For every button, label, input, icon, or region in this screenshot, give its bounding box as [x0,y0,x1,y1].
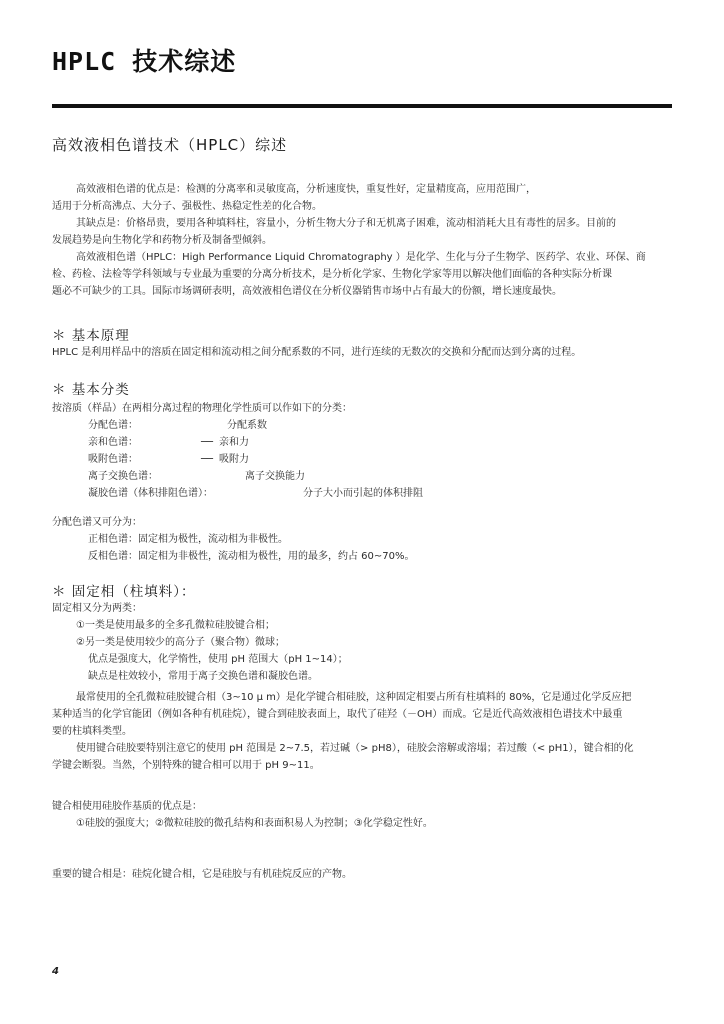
intro-line: 题必不可缺少的工具。国际市场调研表明，高效液相色谱仪在分析仪器销售市场中占有最大的份额，增长速度最快。 [52,286,562,297]
bonded-phase-paragraph [52,689,672,774]
classification-row [88,434,429,451]
classification-desc: 分子大小而引起的体积排阻 [303,488,423,499]
intro-line: 发展趋势是向生物化学和药物分析及制备型倾斜。 [52,235,272,246]
stationary-item: ②另一类是使用较少的高分子（聚合物）微球； [76,637,285,648]
intro-line: 适用于分析高沸点、大分子、强极性、热稳定性差的化合物。 [52,201,322,212]
article-subtitle: 高效液相色谱技术（HPLC）综述 [52,136,288,154]
principle-text: HPLC 是利用样品中的溶质在固定相和流动相之间分配系数的不同，进行连续的无数次的交换和分配而达到分离的过程。 [52,347,582,358]
stationary-intro: 固定相又分为两类： [52,603,142,614]
classification-desc: 离子交换能力 [245,471,305,482]
paragraph-line: 学键会断裂。当然，个别特殊的键合相可以用于 pH 9~11。 [52,760,320,771]
important-bonded-text: 重要的键合相是：硅烷化键合相，它是硅胶与有机硅烷反应的产物。 [52,869,352,880]
important-bonded-block [52,866,672,883]
classification-desc: 分配系数 [227,420,267,431]
page-number: 4 [52,966,59,977]
bonded-advantages-block [52,798,672,832]
classification-table [88,417,429,502]
classification-sep: ── [201,454,214,465]
classification-row [88,417,429,434]
paragraph-line: 某种适当的化学官能团（例如各种有机硅烷），键合到硅胶表面上，取代了硅羟（－OH）而成。它是近代高效液相色谱技术中最重 [52,709,623,720]
classification-row [88,468,429,485]
classification-desc: 亲和力 [219,437,249,448]
classification-sep [213,485,309,502]
stationary-item: 优点是强度大，化学惰性，使用 pH 范围大（pH 1~14）； [88,654,348,665]
classification-name: 凝胶色谱（体积排阻色谱）： [88,488,213,499]
intro-line: 高效液相色谱的优点是：检测的分离率和灵敏度高，分析速度快，重复性好，定量精度高，应用范围广， [76,184,536,195]
classification-name: 亲和色谱： [88,437,138,448]
paragraph-line: 要的柱填料类型。 [52,726,132,737]
partition-item: 正相色谱：固定相为极性，流动相为非极性。 [88,534,288,545]
page-title: HPLC 技术综述 [52,47,237,76]
bonded-advantages-points: ①硅胶的强度大；②微粒硅胶的微孔结构和表面积易人为控制；③化学稳定性好。 [76,818,433,829]
stationary-item: 缺点是柱效较小，常用于离子交换色谱和凝胶色谱。 [88,671,318,682]
partition-intro: 分配色谱又可分为： [52,517,142,528]
classification-row [88,485,429,502]
section-heading-classification: ＊ 基本分类 [52,382,130,398]
classification-intro: 按溶质（样品）在两相分离过程的物理化学性质可以作如下的分类： [52,403,352,414]
classification-desc: 吸附力 [219,454,249,465]
classification-name: 吸附色谱： [88,454,138,465]
stationary-phase-block [52,600,672,685]
paragraph-line: 最常使用的全孔微粒硅胶键合相（3~10 μ m）是化学键合相硅胶，这种固定相要占所有柱填料的 80%，它是通过化学反应把 [76,692,632,703]
paragraph-line: 使用键合硅胶要特别注意它的使用 pH 范围是 2~7.5，若过碱（> pH8），硅胶会溶解或溶塌；若过酸（< pH1），键合相的化 [76,743,634,754]
classification-sep: ── [201,437,214,448]
intro-line: 检、药检、法检等学科领域与专业最为重要的分离分析技术，是分析化学家、生物化学家等用以解决他们面临的各种实际分析课 [52,269,612,280]
intro-line: 其缺点是：价格昂贵，要用各种填料柱，容量小，分析生物大分子和无机离子困难，流动相消耗大且有毒性的居多。目前的 [76,218,616,229]
bonded-advantages-intro: 键合相使用硅胶作基质的优点是： [52,801,202,812]
partition-block [52,514,672,565]
classification-name: 离子交换色谱： [88,471,158,482]
intro-line: 高效液相色谱（HPLC：High Performance Liquid Chromatography ）是化学、生化与分子生物学、医药学、农业、环保、商 [76,252,646,263]
classification-block [52,400,672,502]
partition-item: 反相色谱：固定相为非极性，流动相为极性，用的最多，约占 60~70%。 [88,551,415,562]
intro-section [52,181,672,300]
stationary-item: ①一类是使用最多的全多孔微粒硅胶键合相； [76,620,275,631]
section-heading-stationary-phase: ＊ 固定相（柱填料）： [52,584,196,600]
title-divider [52,104,672,108]
section-heading-principle: ＊ 基本原理 [52,328,130,344]
classification-name: 分配色谱： [88,420,138,431]
principle-text-block [52,344,672,361]
classification-row [88,451,429,468]
